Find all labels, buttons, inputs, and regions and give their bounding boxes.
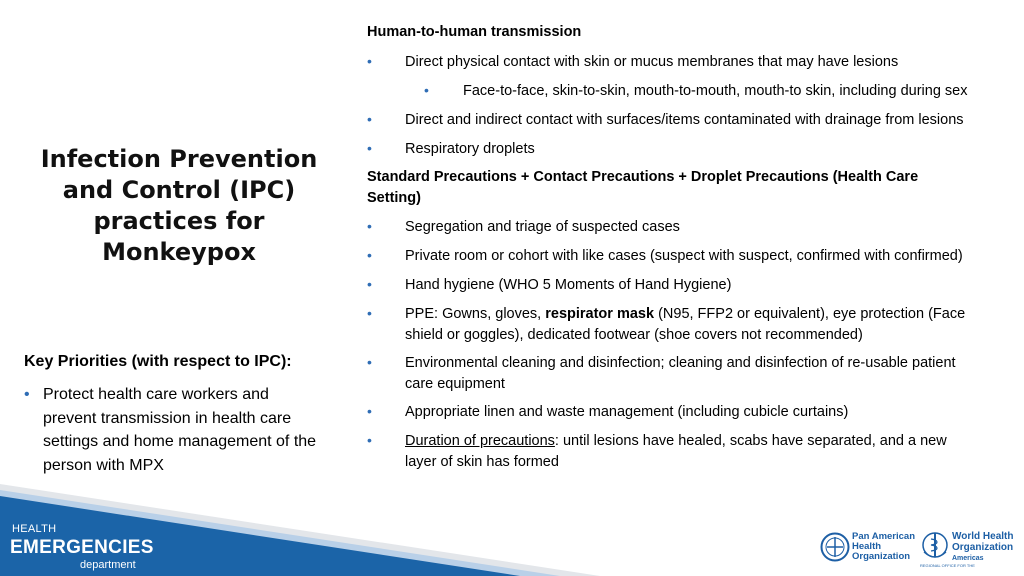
- ppe-bullet: [367, 304, 982, 346]
- ppe-suffix: (N95, FFP2 or equivalent), eye protection (Face shield or goggles), dedicated footwear (shoe covers not recommended): [405, 306, 966, 343]
- who-name: [952, 532, 1013, 553]
- bullet-text: Appropriate linen and waste management (including cubicle curtains): [405, 404, 849, 420]
- bullet-icon: •: [424, 82, 429, 98]
- transmission-sub-bullet: [367, 81, 968, 102]
- paho-logo: [820, 530, 916, 566]
- paho-line: Organization: [852, 551, 911, 562]
- transmission-bullet: [367, 110, 964, 131]
- bullet-icon: •: [367, 305, 372, 321]
- who-line: Organization: [952, 541, 1014, 553]
- bullet-icon: •: [367, 354, 372, 370]
- paho-name: [852, 532, 915, 562]
- bullet-text: Respiratory droplets: [405, 141, 535, 157]
- who-logo: [920, 530, 1020, 570]
- transmission-bullet: [367, 139, 535, 160]
- duration-label: Duration of precautions: [405, 433, 555, 449]
- bullet-icon: •: [367, 53, 372, 69]
- transmission-bullet: [367, 52, 898, 73]
- ppe-prefix: PPE: Gowns, gloves,: [405, 306, 546, 322]
- precaution-bullet: [367, 246, 963, 267]
- duration-text: : until lesions have healed, scabs have separated, and a new layer of skin has formed: [405, 433, 947, 470]
- footer-blue-band: [0, 496, 520, 576]
- key-priorities-bullet: [24, 383, 324, 477]
- bullet-text: Direct physical contact with skin or mucus membranes that may have lesions: [405, 54, 899, 70]
- health-label: HEALTH: [12, 523, 57, 535]
- bullet-text: Environmental cleaning and disinfection; cleaning and disinfection of re-usable patient care equipment: [405, 355, 956, 392]
- department-label: department: [80, 559, 136, 571]
- precaution-bullet: [367, 402, 848, 423]
- respirator-mask-emphasis: respirator mask: [545, 306, 655, 322]
- who-emblem-icon: [920, 530, 950, 562]
- precaution-bullet: [367, 217, 680, 238]
- bullet-text: Hand hygiene (WHO 5 Moments of Hand Hygiene): [405, 277, 732, 293]
- slide-title: Infection Prevention and Control (IPC) practices for Monkeypox: [40, 145, 318, 266]
- bullet-icon: •: [367, 140, 372, 156]
- key-priorities-heading: Key Priorities (with respect to IPC):: [24, 353, 292, 370]
- bullet-icon: •: [367, 432, 372, 448]
- bullet-icon: •: [367, 247, 372, 263]
- emergencies-label: EMERGENCIES: [10, 537, 154, 558]
- precaution-bullet: [367, 275, 731, 296]
- bullet-text: Segregation and triage of suspected cases: [405, 219, 680, 235]
- bullet-text: Direct and indirect contact with surfaces/items contaminated with drainage from lesions: [405, 112, 964, 128]
- who-small-caption: REGIONAL OFFICE FOR THE: [920, 563, 975, 568]
- paho-line: Pan American: [852, 531, 916, 542]
- bullet-icon: •: [367, 403, 372, 419]
- who-region: Americas: [952, 555, 984, 562]
- bullet-text: Private room or cohort with like cases (suspect with suspect, confirmed with confirmed): [405, 248, 963, 264]
- bullet-icon: •: [367, 111, 372, 127]
- bullet-icon: •: [367, 218, 372, 234]
- bullet-icon: •: [367, 276, 372, 292]
- bullet-text: [405, 431, 982, 473]
- key-priority-text: Protect health care workers and prevent transmission in health care settings and home management of the person with MPX: [43, 386, 317, 474]
- precautions-heading: Standard Precautions + Contact Precautions + Droplet Precautions (Health Care Setting): [367, 169, 919, 206]
- bullet-icon: •: [24, 386, 30, 403]
- paho-emblem-icon: [820, 532, 850, 562]
- transmission-heading: Human-to-human transmission: [367, 24, 582, 40]
- bullet-text: [405, 304, 982, 346]
- paho-line: Health: [852, 541, 882, 552]
- who-line: World Health: [952, 531, 1014, 542]
- bullet-text: Face-to-face, skin-to-skin, mouth-to-mouth, mouth-to skin, including during sex: [463, 83, 968, 99]
- duration-bullet: [367, 431, 982, 473]
- precaution-bullet: [367, 353, 982, 395]
